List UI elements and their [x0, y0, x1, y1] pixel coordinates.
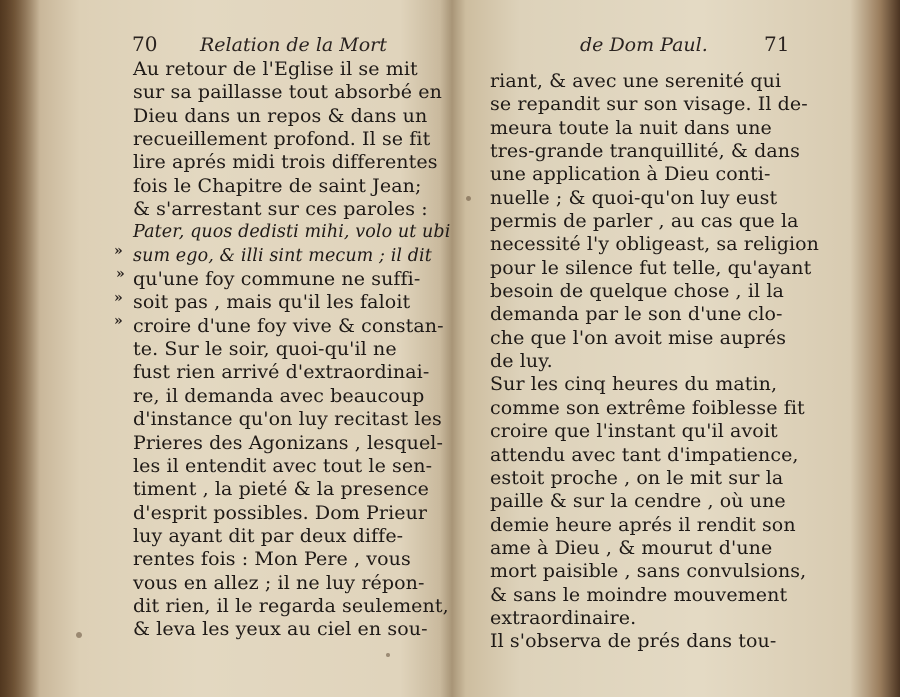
text-line: qu'une foy commune ne suffi- — [133, 268, 421, 291]
text-line: & s'arrestant sur ces paroles : — [133, 198, 428, 221]
left-page-number: 70 — [132, 32, 158, 56]
text-line: une application à Dieu conti- — [490, 163, 771, 186]
text-line: paille & sur la cendre , où une — [490, 490, 786, 513]
text-line: besoin de quelque chose , il la — [490, 280, 784, 303]
paper-spot — [386, 653, 390, 657]
text-line: nuelle ; & quoi-qu'on luy eust — [490, 186, 778, 209]
text-line: ame à Dieu , & mourut d'une — [490, 536, 773, 559]
text-line: croire d'une foy vive & constan- — [133, 314, 444, 337]
text-line: rentes fois : Mon Pere , vous — [133, 548, 411, 571]
quote-mark: » — [114, 290, 123, 306]
left-text-block — [133, 58, 451, 642]
text-line: luy ayant dit par deux diffe- — [133, 524, 404, 547]
text-line: fust rien arrivé d'extraordinai- — [133, 361, 430, 384]
text-line: croire que l'instant qu'il avoit — [490, 420, 778, 443]
text-line: attendu avec tant d'impatience, — [490, 443, 799, 466]
text-line: che que l'on avoit mise auprés — [490, 326, 787, 349]
text-line: estoit proche , on le mit sur la — [490, 466, 784, 489]
text-line: lire aprés midi trois differentes — [133, 151, 438, 174]
text-line: vous en allez ; il ne luy répon- — [133, 571, 425, 594]
text-line: comme son extrême foiblesse fit — [490, 396, 805, 419]
text-line: soit pas , mais qu'il les faloit — [133, 291, 411, 314]
text-line: mort paisible , sans convulsions, — [490, 560, 807, 583]
text-line: Prieres des Agonizans , lesquel- — [133, 431, 443, 454]
text-line: meura toute la nuit dans une — [490, 116, 772, 139]
text-line: recueillement profond. Il se fit — [133, 128, 431, 151]
text-line: riant, & avec une serenité qui — [490, 70, 782, 92]
text-line: necessité l'y obligeast, sa religion — [490, 233, 820, 256]
text-line: d'instance qu'on luy recitast les — [133, 408, 442, 431]
text-line: sur sa paillasse tout absorbé en — [133, 81, 442, 104]
quote-mark: » — [114, 243, 123, 259]
text-line: extraordinaire. — [490, 606, 637, 629]
text-line: dit rien, il le regarda seulement, — [133, 594, 449, 617]
text-line: Sur les cinq heures du matin, — [490, 373, 778, 396]
text-line: Il s'observa de prés dans tou- — [490, 630, 777, 653]
text-line: d'esprit possibles. Dom Prieur — [133, 501, 428, 524]
text-line: timent , la pieté & la presence — [133, 478, 429, 501]
quote-mark: » — [114, 313, 123, 329]
paper-spot — [76, 632, 82, 638]
text-line: Dieu dans un repos & dans un — [133, 104, 428, 127]
right-text-block — [490, 70, 820, 654]
paper-spot — [466, 196, 471, 201]
text-line: demanda par le son d'une clo- — [490, 303, 783, 326]
quote-mark: » — [116, 266, 125, 282]
text-line: sum ego, & illi sint mecum ; il dit — [133, 245, 432, 266]
text-line: tres-grande tranquillité, & dans — [490, 140, 800, 163]
text-line: les il entendit avec tout le sen- — [133, 454, 433, 477]
right-running-head: de Dom Paul. — [580, 34, 708, 56]
left-running-head: Relation de la Mort — [200, 34, 387, 56]
text-line: & leva les yeux au ciel en sou- — [133, 618, 428, 641]
text-line: re, il demanda avec beaucoup — [133, 384, 425, 407]
right-page — [452, 0, 900, 697]
right-page-number: 71 — [764, 32, 790, 56]
text-line: & sans le moindre mouvement — [490, 583, 788, 606]
text-line: pour le silence fut telle, qu'ayant — [490, 256, 812, 279]
text-line: de luy. — [490, 350, 553, 373]
text-line: fois le Chapitre de saint Jean; — [133, 174, 422, 197]
text-line: Pater, quos dedisti mihi, volo ut ubi — [133, 222, 451, 243]
text-line: Au retour de l'Eglise il se mit — [133, 58, 418, 80]
text-line: se repandit sur son visage. Il de- — [490, 93, 808, 116]
text-line: demie heure aprés il rendit son — [490, 513, 796, 536]
text-line: permis de parler , au cas que la — [490, 210, 799, 233]
text-line: te. Sur le soir, quoi-qu'il ne — [133, 338, 397, 361]
